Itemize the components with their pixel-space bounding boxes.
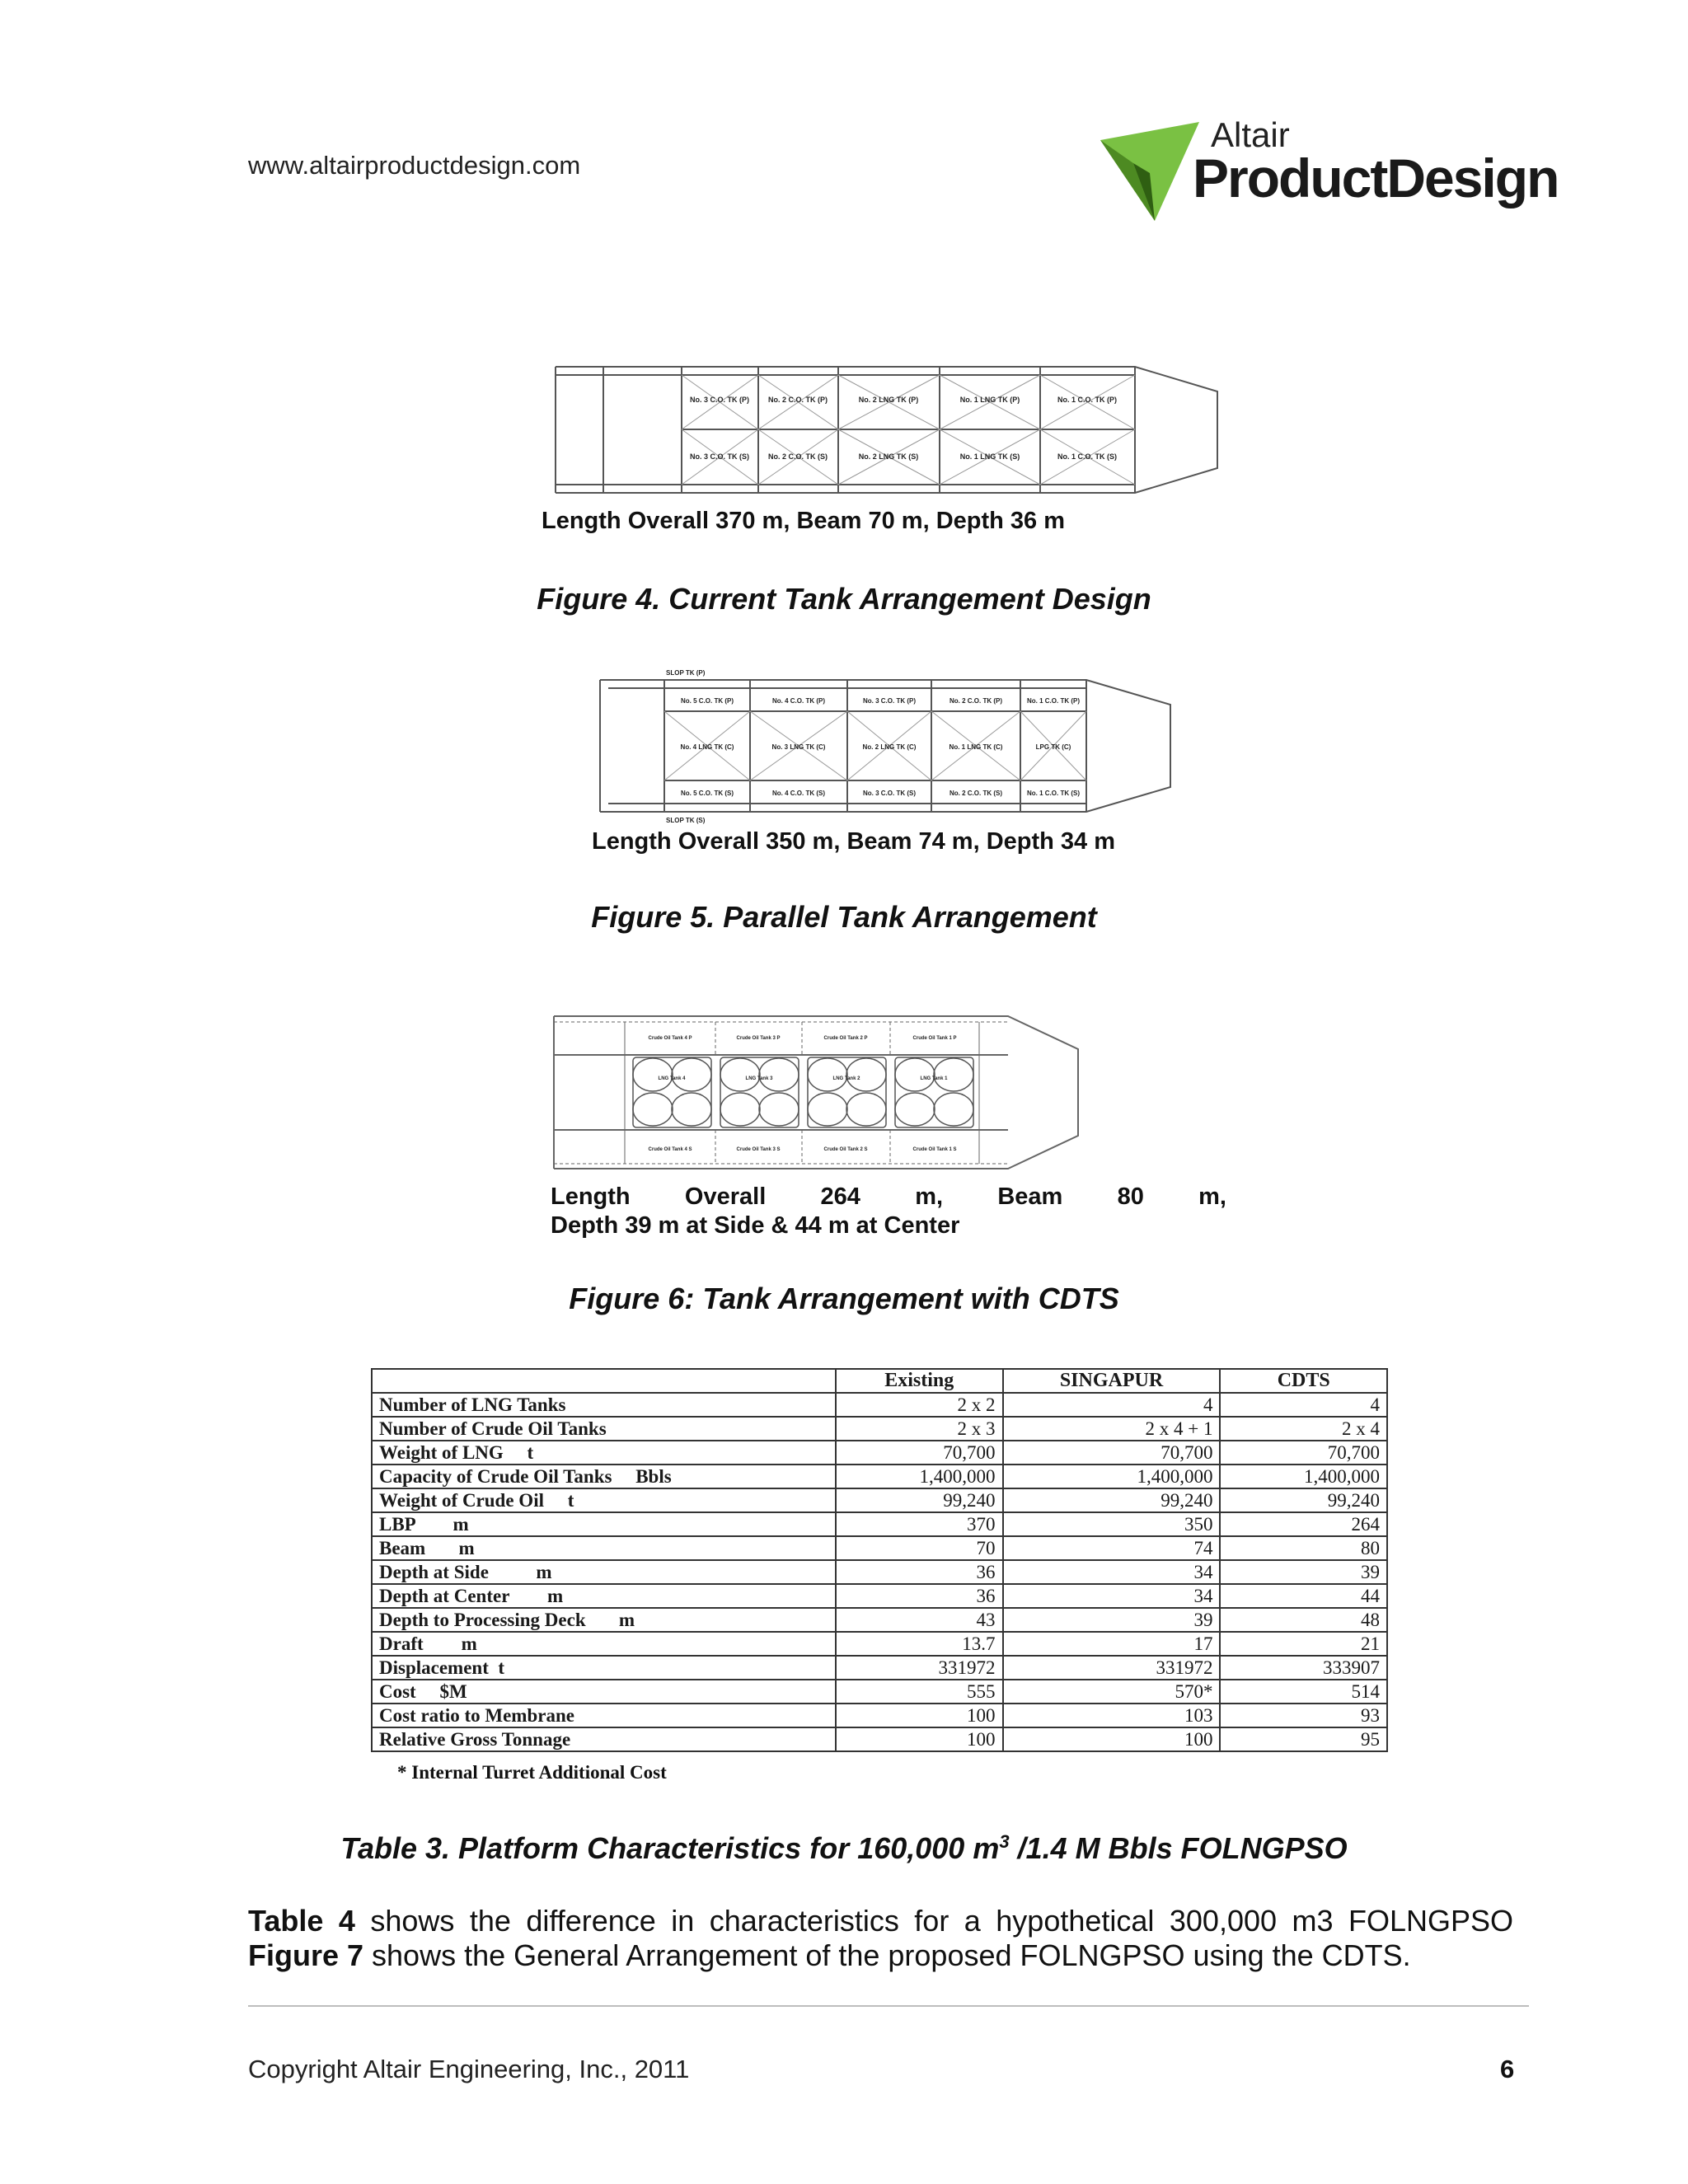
table-body <box>372 1393 1387 1751</box>
row-label-cell: Displacement t <box>372 1656 836 1680</box>
table-row <box>372 1441 1387 1465</box>
tank-label: LNG Tank 1 <box>920 1076 948 1081</box>
altair-logo <box>1100 115 1559 227</box>
value-cell: 48 <box>1220 1608 1387 1632</box>
row-label-cell: Cost $M <box>372 1680 836 1704</box>
tank-label: Crude Oil Tank 3 S <box>736 1147 781 1152</box>
value-cell: 4 <box>1003 1393 1221 1417</box>
row-label-cell: Weight of Crude Oil t <box>372 1488 836 1512</box>
table-row <box>372 1632 1387 1656</box>
value-cell: 2 x 4 <box>1220 1417 1387 1441</box>
value-cell: 2 x 4 + 1 <box>1003 1417 1221 1441</box>
table-header-row <box>372 1369 1387 1393</box>
tank-label: No. 2 LNG TK (S) <box>858 452 919 461</box>
table-row <box>372 1417 1387 1441</box>
table-row <box>372 1393 1387 1417</box>
value-cell: 17 <box>1003 1632 1221 1656</box>
table-row <box>372 1560 1387 1584</box>
tank-label: Crude Oil Tank 3 P <box>736 1036 781 1041</box>
tank-label: No. 1 C.O. TK (S) <box>1027 790 1080 797</box>
footer-copyright: Copyright Altair Engineering, Inc., 2011 <box>248 2055 690 2083</box>
table-row <box>372 1488 1387 1512</box>
figure-6-caption: Figure 6: Tank Arrangement with CDTS <box>569 1282 1119 1315</box>
value-cell: 100 <box>1003 1727 1221 1751</box>
value-cell: 95 <box>1220 1727 1387 1751</box>
table-row <box>372 1465 1387 1488</box>
value-cell: 39 <box>1003 1608 1221 1632</box>
figure-4-caption: Figure 4. Current Tank Arrangement Design <box>537 582 1151 616</box>
value-cell: 99,240 <box>1220 1488 1387 1512</box>
value-cell: 36 <box>836 1560 1003 1584</box>
value-cell: 370 <box>836 1512 1003 1536</box>
value-cell: 39 <box>1220 1560 1387 1584</box>
value-cell: 21 <box>1220 1632 1387 1656</box>
figure-5-drawing <box>592 663 1185 865</box>
tank-label: No. 1 C.O. TK (P) <box>1057 396 1117 404</box>
value-cell: 70 <box>836 1536 1003 1560</box>
tank-label: No. 3 C.O. TK (S) <box>690 452 749 461</box>
slop-tank-label: SLOP TK (S) <box>666 817 706 824</box>
value-cell: 350 <box>1003 1512 1221 1536</box>
table-row <box>372 1584 1387 1608</box>
tank-label: No. 3 LNG TK (C) <box>771 743 826 751</box>
tank-label: No. 2 LNG TK (C) <box>862 743 917 751</box>
table-4-reference: Table 4 <box>248 1904 355 1938</box>
tank-label: No. 2 C.O. TK (S) <box>768 452 828 461</box>
row-label-cell: Weight of LNG t <box>372 1441 836 1465</box>
table-header-cell: Existing <box>836 1369 1003 1393</box>
table-row <box>372 1512 1387 1536</box>
tank-label: LPG TK (C) <box>1035 743 1071 751</box>
figure-5-dimensions: Length Overall 350 m, Beam 74 m, Depth 34 m <box>592 828 1116 855</box>
tank-label: No. 5 C.O. TK (P) <box>681 697 734 705</box>
body-paragraph <box>248 1904 1513 1973</box>
table-row <box>372 1608 1387 1632</box>
table-footnote: * Internal Turret Additional Cost <box>397 1762 667 1783</box>
figure-7-reference: Figure 7 <box>248 1938 364 1972</box>
row-label-cell: Depth to Processing Deck m <box>372 1608 836 1632</box>
value-cell: 43 <box>836 1608 1003 1632</box>
figure-4-drawing <box>542 357 1234 538</box>
tank-label: Crude Oil Tank 4 P <box>648 1036 692 1041</box>
tank-label: No. 4 C.O. TK (S) <box>772 790 825 797</box>
figure-6-dimensions-line2: Depth 39 m at Side & 44 m at Center <box>551 1212 960 1239</box>
value-cell: 4 <box>1220 1393 1387 1417</box>
value-cell: 555 <box>836 1680 1003 1704</box>
value-cell: 514 <box>1220 1680 1387 1704</box>
table-header-cell: CDTS <box>1220 1369 1387 1393</box>
tank-label: No. 5 C.O. TK (S) <box>681 790 734 797</box>
row-label-cell: Number of Crude Oil Tanks <box>372 1417 836 1441</box>
table-row <box>372 1727 1387 1751</box>
tank-label: No. 2 LNG TK (P) <box>858 396 919 404</box>
paragraph-text: shows the difference in characteristics for a hypothetical 300,000 m3 FOLNGPSO <box>354 1904 1513 1938</box>
row-label-cell: Depth at Center m <box>372 1584 836 1608</box>
logo-text-altair: Altair <box>1211 115 1290 154</box>
value-cell: 74 <box>1003 1536 1221 1560</box>
value-cell: 570* <box>1003 1680 1221 1704</box>
value-cell: 100 <box>836 1727 1003 1751</box>
table-row <box>372 1680 1387 1704</box>
tank-label: No. 4 C.O. TK (P) <box>772 697 825 705</box>
value-cell: 70,700 <box>1003 1441 1221 1465</box>
value-cell: 93 <box>1220 1704 1387 1727</box>
table-3-caption-text-end: /1.4 M Bbls FOLNGPSO <box>1009 1831 1348 1865</box>
value-cell: 1,400,000 <box>836 1465 1003 1488</box>
value-cell: 99,240 <box>836 1488 1003 1512</box>
value-cell: 36 <box>836 1584 1003 1608</box>
table-row <box>372 1704 1387 1727</box>
table-header-cell <box>372 1369 836 1393</box>
row-label-cell: Number of LNG Tanks <box>372 1393 836 1417</box>
value-cell: 103 <box>1003 1704 1221 1727</box>
table-3-caption <box>0 1831 1688 1866</box>
paragraph-line-2 <box>248 1938 1513 1973</box>
value-cell: 80 <box>1220 1536 1387 1560</box>
tank-label: No. 3 C.O. TK (S) <box>863 790 916 797</box>
header-url: www.altairproductdesign.com <box>248 151 581 180</box>
table-header-cell: SINGAPUR <box>1003 1369 1221 1393</box>
value-cell: 1,400,000 <box>1003 1465 1221 1488</box>
row-label-cell: LBP m <box>372 1512 836 1536</box>
value-cell: 1,400,000 <box>1220 1465 1387 1488</box>
value-cell: 99,240 <box>1003 1488 1221 1512</box>
value-cell: 70,700 <box>1220 1441 1387 1465</box>
tank-label: No. 2 C.O. TK (P) <box>950 697 1002 705</box>
value-cell: 100 <box>836 1704 1003 1727</box>
figure-4-dimensions: Length Overall 370 m, Beam 70 m, Depth 36 m <box>542 508 1066 534</box>
value-cell: 264 <box>1220 1512 1387 1536</box>
tank-label: No. 1 LNG TK (S) <box>959 452 1020 461</box>
tank-label: No. 1 LNG TK (C) <box>949 743 1003 751</box>
tank-label: No. 1 C.O. TK (S) <box>1057 452 1117 461</box>
value-cell: 34 <box>1003 1560 1221 1584</box>
paragraph-text: shows the General Arrangement of the proposed FOLNGPSO using the CDTS. <box>363 1938 1411 1972</box>
tank-label: No. 2 C.O. TK (P) <box>768 396 828 404</box>
table-row <box>372 1536 1387 1560</box>
logo-text-productdesign: ProductDesign <box>1193 148 1559 209</box>
tank-label: Crude Oil Tank 1 P <box>912 1036 957 1041</box>
tank-label: No. 3 C.O. TK (P) <box>863 697 916 705</box>
platform-characteristics-table <box>371 1368 1388 1752</box>
tank-label: No. 1 C.O. TK (P) <box>1027 697 1080 705</box>
tank-label: LNG Tank 2 <box>832 1076 860 1081</box>
tank-label: No. 4 LNG TK (C) <box>680 743 734 751</box>
row-label-cell: Capacity of Crude Oil Tanks Bbls <box>372 1465 836 1488</box>
row-label-cell: Depth at Side m <box>372 1560 836 1584</box>
value-cell: 331972 <box>836 1656 1003 1680</box>
paragraph-line-1 <box>248 1904 1513 1938</box>
tank-label: Crude Oil Tank 2 P <box>823 1036 868 1041</box>
tank-label: No. 3 C.O. TK (P) <box>690 396 749 404</box>
value-cell: 331972 <box>1003 1656 1221 1680</box>
table-row <box>372 1656 1387 1680</box>
table-3-caption-superscript: 3 <box>999 1831 1010 1852</box>
table-3-caption-text: Table 3. Platform Characteristics for 160,000 m <box>340 1831 1000 1865</box>
value-cell: 70,700 <box>836 1441 1003 1465</box>
row-label-cell: Beam m <box>372 1536 836 1560</box>
tank-label: No. 1 LNG TK (P) <box>959 396 1020 404</box>
value-cell: 13.7 <box>836 1632 1003 1656</box>
page-number: 6 <box>1500 2055 1515 2083</box>
tank-label: Crude Oil Tank 2 S <box>823 1147 868 1152</box>
tank-label: Crude Oil Tank 1 S <box>912 1147 957 1152</box>
tank-label: No. 2 C.O. TK (S) <box>950 790 1002 797</box>
figure-5-caption: Figure 5. Parallel Tank Arrangement <box>591 900 1097 934</box>
value-cell: 2 x 2 <box>836 1393 1003 1417</box>
figure-6-dimensions-line1: Length Overall 264 m, Beam 80 m, <box>551 1183 1226 1210</box>
value-cell: 333907 <box>1220 1656 1387 1680</box>
value-cell: 2 x 3 <box>836 1417 1003 1441</box>
tank-label: LNG Tank 4 <box>658 1076 686 1081</box>
row-label-cell: Cost ratio to Membrane <box>372 1704 836 1727</box>
figure-6-drawing <box>551 1012 1243 1243</box>
tank-label: Crude Oil Tank 4 S <box>648 1147 692 1152</box>
footer-divider <box>248 2005 1529 2007</box>
row-label-cell: Relative Gross Tonnage <box>372 1727 836 1751</box>
value-cell: 34 <box>1003 1584 1221 1608</box>
row-label-cell: Draft m <box>372 1632 836 1656</box>
slop-tank-label: SLOP TK (P) <box>666 669 706 677</box>
tank-label: LNG Tank 3 <box>745 1076 773 1081</box>
value-cell: 44 <box>1220 1584 1387 1608</box>
